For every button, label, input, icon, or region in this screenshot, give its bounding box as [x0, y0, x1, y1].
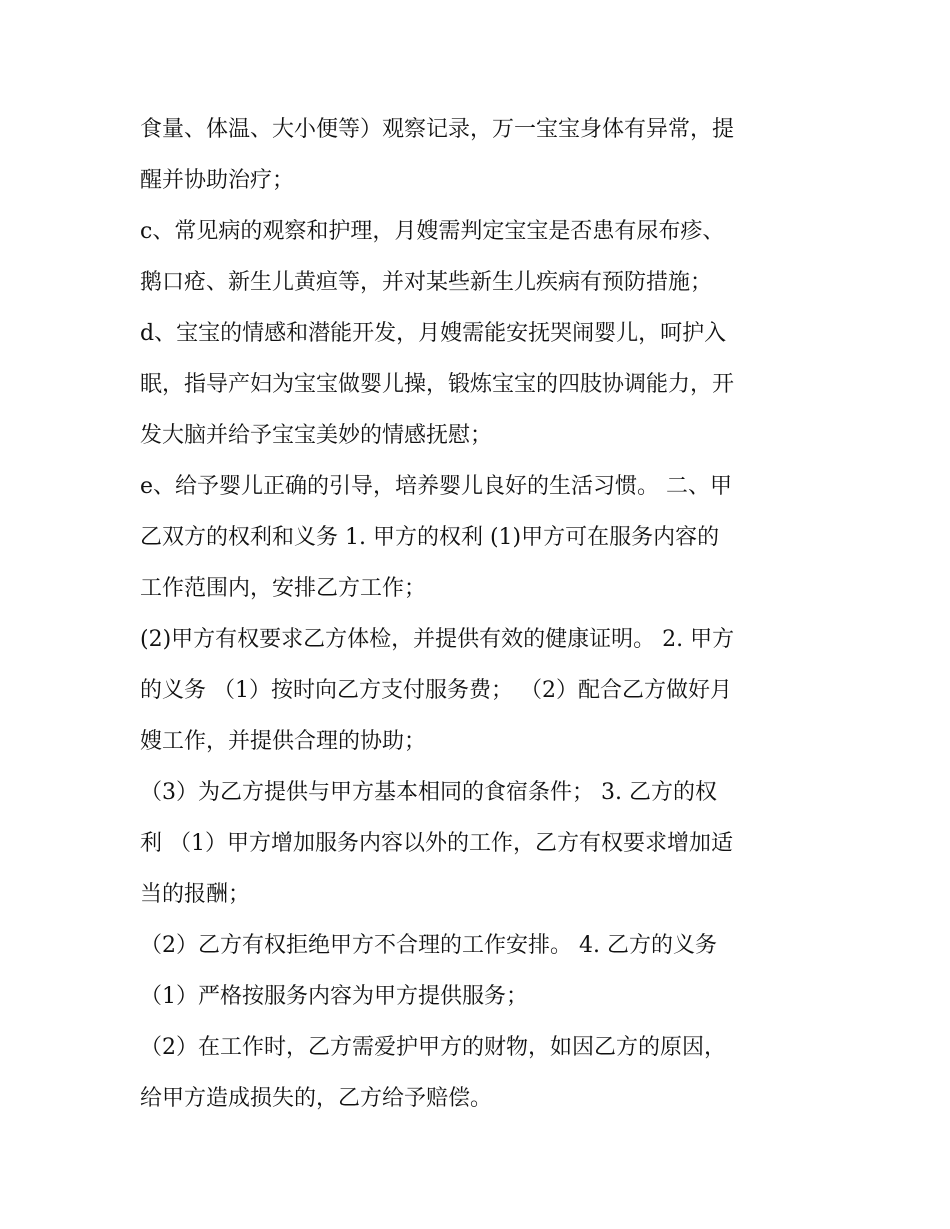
text-line: 利 （1）甲方增加服务内容以外的工作，乙方有权要求增加适 [140, 831, 733, 856]
text-line: e、给予婴儿正确的引导，培养婴儿良好的生活习惯。 二、甲 [140, 474, 733, 499]
text-line: c、常见病的观察和护理，月嫂需判定宝宝是否患有尿布疹、 [140, 219, 725, 244]
text-line: 的义务 （1）按时向乙方支付服务费； （2）配合乙方做好月 [140, 678, 732, 703]
text-line: 工作范围内，安排乙方工作； [140, 576, 427, 601]
text-line: （2）在工作时，乙方需爱护甲方的财物，如因乙方的原因， [140, 1035, 726, 1060]
text-line: 给甲方造成损失的，乙方给予赔偿。 [140, 1086, 493, 1111]
text-line: 当的报酬； [140, 882, 251, 907]
text-line: （1）严格按服务内容为甲方提供服务； [140, 984, 528, 1009]
contract-body-text [140, 104, 820, 1124]
text-line: 乙双方的权利和义务 1. 甲方的权利 (1)甲方可在服务内容的 [140, 525, 720, 550]
text-line: 嫂工作，并提供合理的协助； [140, 729, 427, 754]
text-line: (2)甲方有权要求乙方体检，并提供有效的健康证明。 2. 甲方 [140, 627, 735, 652]
text-line: 眠，指导产妇为宝宝做婴儿操，锻炼宝宝的四肢协调能力，开 [140, 372, 735, 397]
text-line: 发大脑并给予宝宝美妙的情感抚慰； [140, 423, 493, 448]
text-line: d、宝宝的情感和潜能开发，月嫂需能安抚哭闹婴儿，呵护入 [140, 321, 727, 346]
text-line: 鹅口疮、新生儿黄疸等，并对某些新生儿疾病有预防措施； [140, 270, 713, 295]
text-line: （3）为乙方提供与甲方基本相同的食宿条件； 3. 乙方的权 [140, 780, 717, 805]
text-line: 醒并协助治疗； [140, 168, 295, 193]
text-line: 食量、体温、大小便等）观察记录，万一宝宝身体有异常，提 [140, 117, 735, 142]
text-line: （2）乙方有权拒绝甲方不合理的工作安排。 4. 乙方的义务 [140, 933, 717, 958]
